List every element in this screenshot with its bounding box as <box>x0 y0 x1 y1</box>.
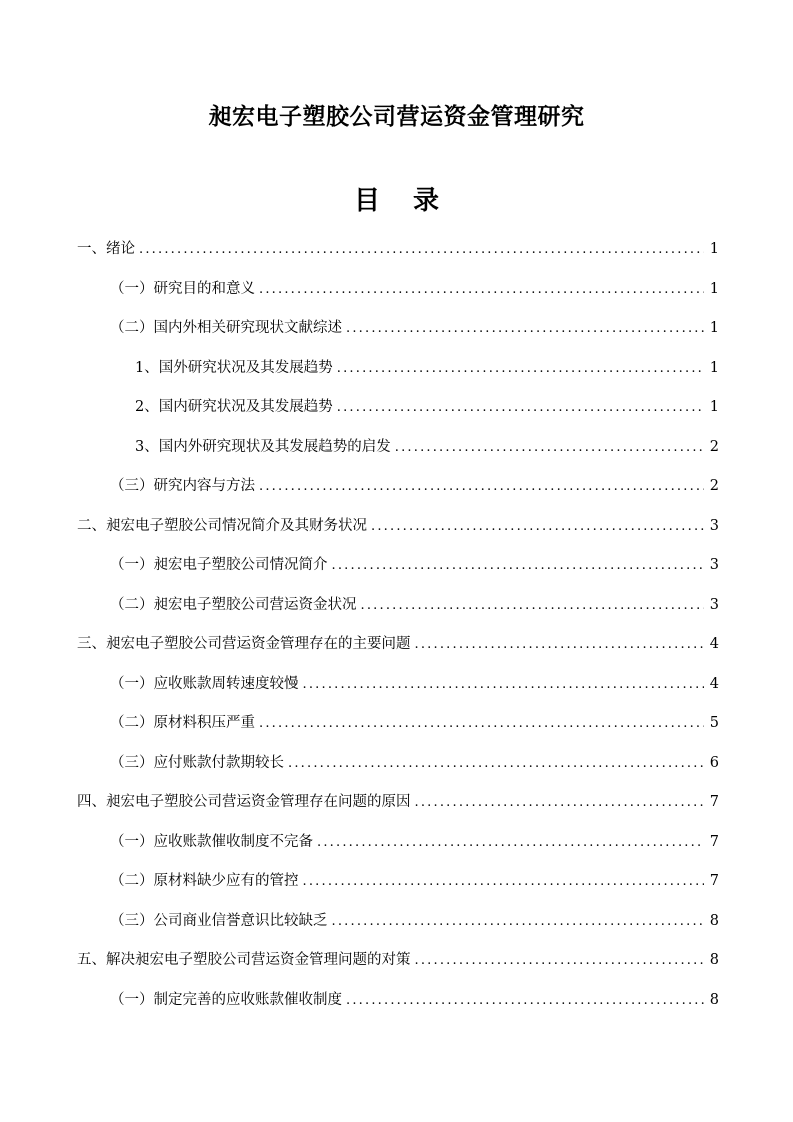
toc-entry-title: 一、绪论 <box>77 241 135 257</box>
toc-entry-title: 四、昶宏电子塑胶公司营运资金管理存在问题的原因 <box>77 794 411 810</box>
toc-entry-page-number: 1 <box>709 320 719 336</box>
toc-entry-title: （一）研究目的和意义 <box>110 280 255 297</box>
toc-entry-page-number: 2 <box>709 438 719 455</box>
toc-entry-page-number: 7 <box>709 833 719 850</box>
toc-dot-leader <box>139 239 704 261</box>
toc-entry[interactable] <box>135 436 719 458</box>
toc-dot-leader <box>361 595 704 617</box>
toc-entry[interactable] <box>110 712 719 734</box>
toc-entry[interactable] <box>110 475 719 497</box>
toc-entry[interactable] <box>110 989 719 1011</box>
toc-dot-leader <box>337 397 704 419</box>
toc-entry[interactable] <box>110 317 719 339</box>
toc-entry-page-number: 1 <box>709 241 719 257</box>
toc-entry-page-number: 7 <box>709 794 719 810</box>
toc-dot-leader <box>303 674 704 696</box>
toc-dot-leader <box>346 990 704 1012</box>
toc-entry[interactable] <box>110 673 719 695</box>
toc-dot-leader <box>371 516 704 538</box>
toc-entry-title: （一）应收账款周转速度较慢 <box>110 675 299 692</box>
toc-entry[interactable] <box>77 949 719 971</box>
toc-entry-page-number: 4 <box>709 675 719 692</box>
toc-entry[interactable] <box>77 515 719 537</box>
toc-entry-title: （二）昶宏电子塑胶公司营运资金状况 <box>110 596 357 613</box>
toc-entry[interactable] <box>77 791 719 813</box>
toc-dot-leader <box>259 476 704 498</box>
toc-entry-page-number: 3 <box>709 517 719 534</box>
toc-dot-leader <box>415 950 704 972</box>
toc-entry-title: （一）制定完善的应收账款催收制度 <box>110 991 342 1008</box>
toc-entry[interactable] <box>110 910 719 932</box>
toc-dot-leader <box>415 634 704 656</box>
document-title: 昶宏电子塑胶公司营运资金管理研究 <box>208 103 585 130</box>
toc-dot-leader <box>317 832 704 854</box>
toc-entry-title: 2、国内研究状况及其发展趋势 <box>135 399 333 415</box>
toc-entry[interactable] <box>77 633 719 655</box>
toc-entry-page-number: 6 <box>709 754 719 771</box>
toc-heading: 目 录 <box>353 186 452 216</box>
toc-entry-title: 三、昶宏电子塑胶公司营运资金管理存在的主要问题 <box>77 636 411 652</box>
toc-entry-page-number: 7 <box>709 873 719 889</box>
toc-entry-title: 五、解决昶宏电子塑胶公司营运资金管理问题的对策 <box>77 952 411 968</box>
toc-dot-leader <box>332 911 704 933</box>
toc-entry-page-number: 8 <box>709 991 719 1008</box>
toc-entry-page-number: 1 <box>709 359 719 376</box>
toc-dot-leader <box>332 555 704 577</box>
toc-entry-title: （三）应付账款付款期较长 <box>110 754 284 771</box>
toc-entry-page-number: 8 <box>709 952 719 968</box>
toc-dot-leader <box>288 753 704 775</box>
toc-entry-page-number: 3 <box>709 596 719 613</box>
toc-entry-title: 3、国内外研究现状及其发展趋势的启发 <box>135 438 391 455</box>
toc-entry-title: （二）原材料积压严重 <box>110 715 255 731</box>
toc-entry-page-number: 3 <box>709 557 719 573</box>
toc-entry[interactable] <box>110 594 719 616</box>
toc-entry-title: 二、昶宏电子塑胶公司情况简介及其财务状况 <box>77 517 367 534</box>
toc-entry[interactable] <box>77 238 719 260</box>
toc-entry-title: （二）国内外相关研究现状文献综述 <box>110 320 342 336</box>
toc-entry[interactable] <box>135 357 719 379</box>
toc-entry[interactable] <box>110 831 719 853</box>
toc-entry[interactable] <box>110 752 719 774</box>
toc-entry-page-number: 4 <box>709 636 719 652</box>
toc-dot-leader <box>395 437 704 459</box>
toc-entry-page-number: 5 <box>709 715 719 731</box>
toc-entry-title: （一）应收账款催收制度不完备 <box>110 833 313 850</box>
toc-dot-leader <box>303 871 704 893</box>
toc-dot-leader <box>346 318 704 340</box>
toc-entry[interactable] <box>135 396 719 418</box>
toc-entry-page-number: 1 <box>709 280 719 297</box>
toc-entry-page-number: 1 <box>709 399 719 415</box>
toc-entry-title: （三）公司商业信誉意识比较缺乏 <box>110 912 328 929</box>
toc-entry-title: （三）研究内容与方法 <box>110 478 255 494</box>
toc-entry[interactable] <box>110 870 719 892</box>
toc-dot-leader <box>259 279 704 301</box>
toc-entry[interactable] <box>110 554 719 576</box>
toc-dot-leader <box>259 713 704 735</box>
toc-entry[interactable] <box>110 278 719 300</box>
toc-entry-page-number: 8 <box>709 912 719 929</box>
toc-entry-title: 1、国外研究状况及其发展趋势 <box>135 359 333 376</box>
toc-entry-title: （二）原材料缺少应有的管控 <box>110 873 299 889</box>
toc-dot-leader <box>415 792 704 814</box>
toc-dot-leader <box>337 358 704 380</box>
toc-entry-title: （一）昶宏电子塑胶公司情况简介 <box>110 557 328 573</box>
toc-entry-page-number: 2 <box>709 478 719 494</box>
